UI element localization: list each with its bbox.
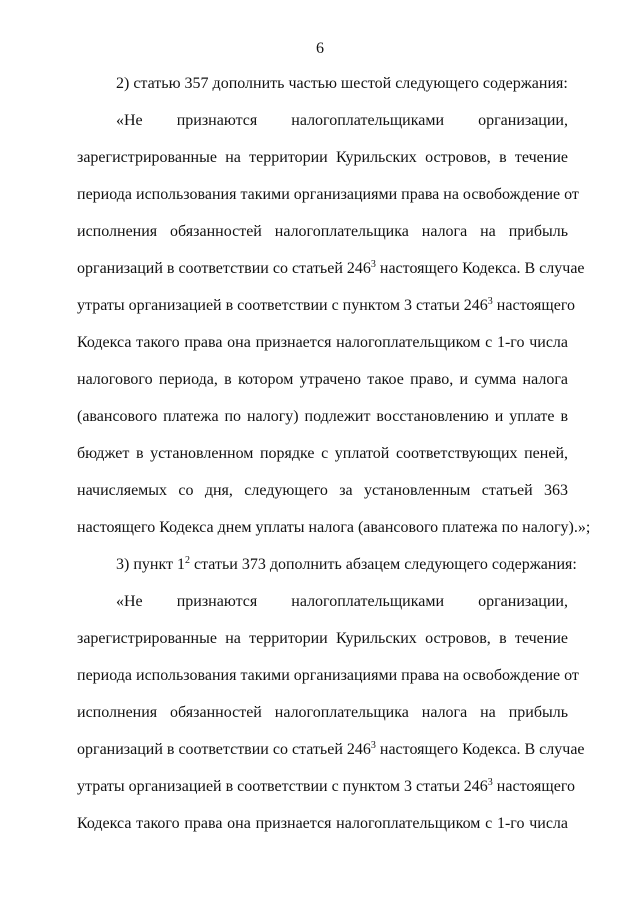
text-line: (авансового платежа по налогу) подлежит восстановлению и уплате в	[77, 408, 568, 425]
text-line: Кодекса такого права она признается налогоплательщиком с 1-го числа	[77, 815, 568, 832]
text-segment: настоящего	[492, 297, 575, 314]
text-line	[77, 258, 585, 280]
superscript: 3	[370, 259, 376, 270]
text-segment: утраты организацией в соответствии с пунктом 3 статьи 246	[77, 297, 488, 314]
text-line: периода использования такими организациями права на освобождение от	[77, 667, 579, 684]
text-line: настоящего Кодекса днем уплаты налога (авансового платежа по налогу).»;	[77, 519, 591, 536]
text-line: налогового периода, в котором утрачено такое право, и сумма налога	[77, 371, 568, 388]
text-line	[77, 776, 575, 798]
text-line	[116, 554, 577, 576]
superscript: 3	[487, 296, 493, 307]
text-line	[77, 739, 585, 761]
text-line	[77, 295, 575, 317]
text-line: исполнения обязанностей налогоплательщика налога на прибыль	[77, 704, 568, 721]
text-line: начисляемых со дня, следующего за установленным статьей 363	[77, 482, 568, 499]
text-line: «Не признаются налогоплательщиками организации,	[116, 593, 568, 610]
text-segment: организаций в соответствии со статьей 246	[77, 741, 371, 758]
text-segment: статьи 373 дополнить абзацем следующего содержания:	[190, 556, 577, 573]
text-segment: настоящего Кодекса. В случае	[375, 741, 585, 758]
text-line: Кодекса такого права она признается налогоплательщиком с 1-го числа	[77, 334, 568, 351]
text-line: «Не признаются налогоплательщиками организации,	[116, 112, 568, 129]
superscript: 3	[370, 740, 376, 751]
text-line: бюджет в установленном порядке с уплатой соответствующих пеней,	[77, 445, 568, 462]
superscript: 2	[185, 555, 191, 566]
text-line: 2) статью 357 дополнить частью шестой следующего содержания:	[116, 75, 568, 92]
text-segment: настоящего	[492, 778, 575, 795]
text-line: зарегистрированные на территории Курильских островов, в течение	[77, 630, 568, 647]
text-segment: настоящего Кодекса. В случае	[375, 260, 585, 277]
text-line: периода использования такими организациями права на освобождение от	[77, 186, 579, 203]
superscript: 3	[487, 777, 493, 788]
text-segment: 3) пункт 1	[116, 556, 186, 573]
page-number: 6	[316, 40, 324, 57]
text-line: исполнения обязанностей налогоплательщика налога на прибыль	[77, 223, 568, 240]
text-segment: утраты организацией в соответствии с пунктом 3 статьи 246	[77, 778, 488, 795]
text-line: зарегистрированные на территории Курильских островов, в течение	[77, 149, 568, 166]
text-segment: организаций в соответствии со статьей 246	[77, 260, 371, 277]
